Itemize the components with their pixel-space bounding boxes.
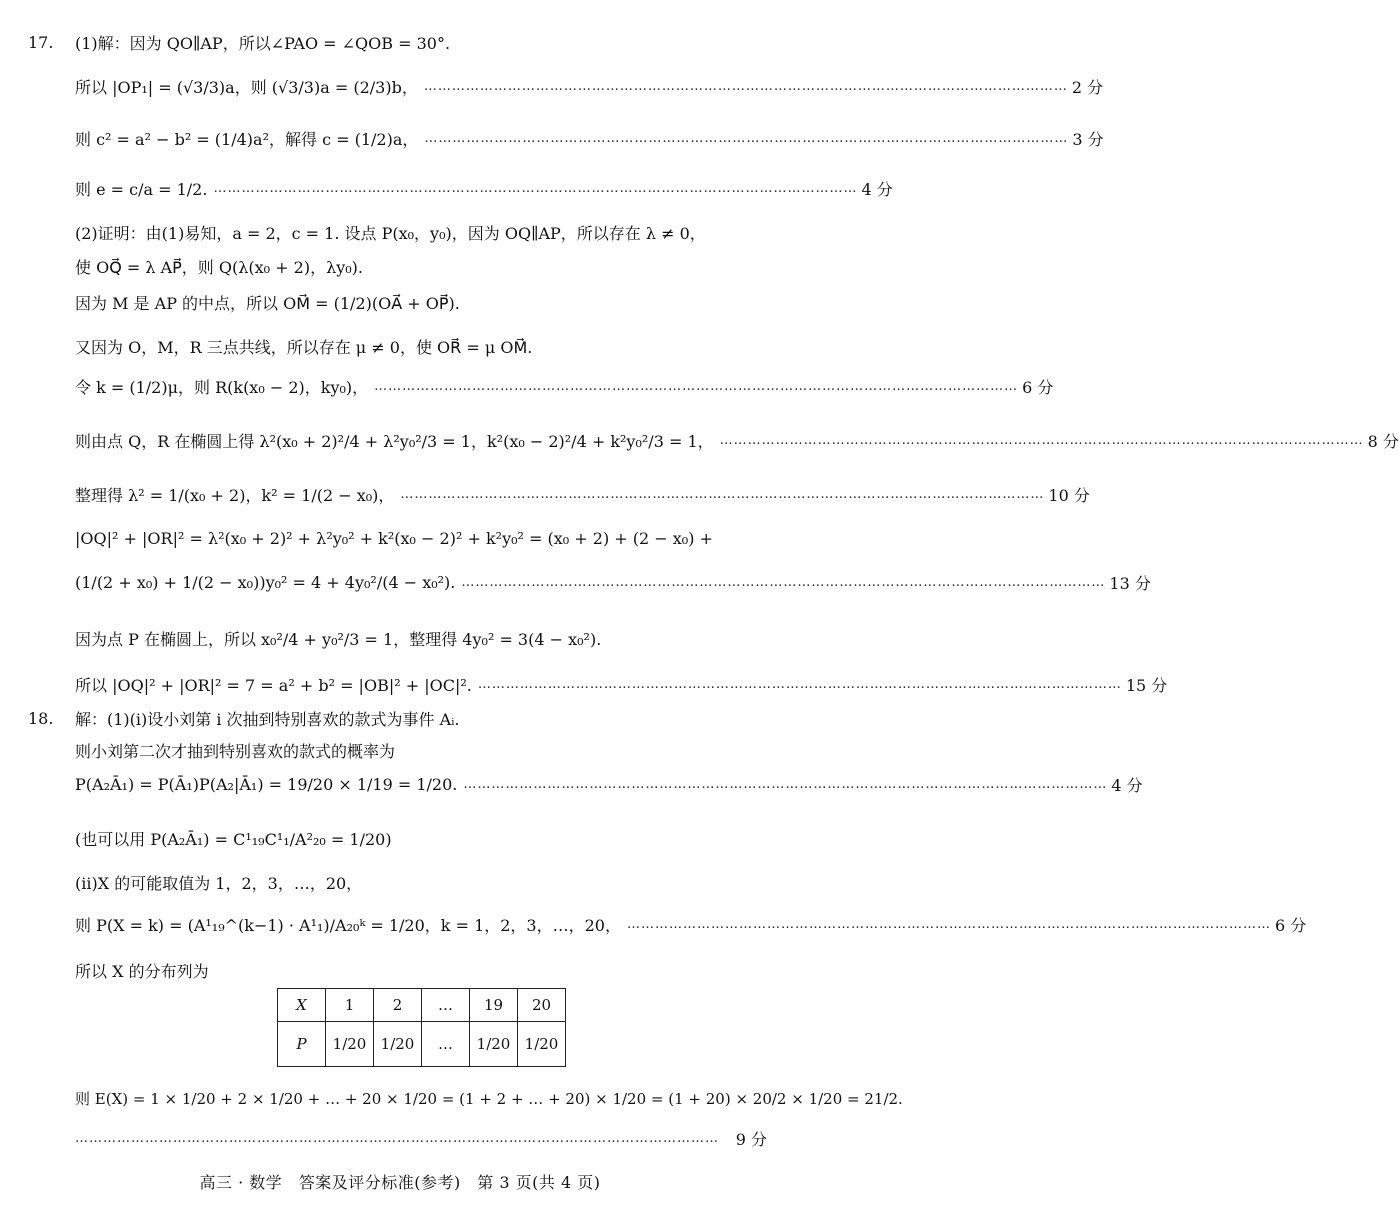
- table-cell: 1/20: [326, 1022, 374, 1067]
- solution-text: (也可以用 P(A₂Ā₁) = C¹₁₉C¹₁/A²₂₀ = 1/20): [75, 829, 392, 849]
- dot-leader: …………………………………………………………………………………………………………………………: [423, 78, 1068, 94]
- problem-number: 17.: [28, 32, 54, 52]
- dot-leader: …………………………………………………………………………………………………………………………: [461, 574, 1106, 590]
- solution-line: [75, 622, 767, 654]
- table-header-row: [278, 989, 566, 1022]
- solution-line: [75, 330, 767, 362]
- page-footer: 高三 · 数学 答案及评分标准(参考) 第 3 页(共 4 页): [199, 1173, 601, 1192]
- solution-text: 则 c² = a² − b² = (1/4)a²，解得 c = (1/2)a，: [75, 129, 419, 149]
- score-label: 6 分: [1274, 915, 1307, 935]
- table-cell: 20: [518, 989, 566, 1022]
- table-cell: 1/20: [518, 1022, 566, 1067]
- solution-text: 整理得 λ² = 1/(x₀ + 2)，k² = 1/(2 − x₀)，: [75, 485, 395, 505]
- dot-leader: …………………………………………………………………………………………………………………………: [719, 432, 1364, 448]
- solution-text: 则 e = c/a = 1/2.: [75, 179, 208, 199]
- problem-17-part1-line: [28, 26, 767, 58]
- table-cell: 1/20: [374, 1022, 422, 1067]
- table-cell: 19: [470, 989, 518, 1022]
- solution-text: (1)解：因为 QO∥AP，所以∠PAO = ∠QOB = 30°.: [75, 33, 451, 53]
- solution-text: 又因为 O，M，R 三点共线，所以存在 μ ≠ 0，使 OR⃗ = μ OM⃗.: [75, 337, 533, 357]
- solution-text: 解：(1)(i)设小刘第 i 次抽到特别喜欢的款式为事件 Aᵢ.: [75, 709, 460, 729]
- solution-text: 所以 |OP₁| = (√3/3)a，则 (√3/3)a = (2/3)b，: [75, 77, 418, 97]
- dot-leader: …………………………………………………………………………………………………………………………: [477, 676, 1122, 692]
- solution-line: [75, 370, 1054, 402]
- table-row: [278, 1022, 566, 1067]
- solution-line: [75, 822, 767, 854]
- solution-line: [75, 566, 1151, 598]
- solution-line: [75, 954, 767, 986]
- solution-line: [75, 1122, 767, 1154]
- solution-line: [75, 70, 1104, 102]
- table-cell: X: [278, 989, 326, 1022]
- solution-text: 则由点 Q，R 在椭圆上得 λ²(x₀ + 2)²/4 + λ²y₀²/3 = 1，k²(x₀ − 2)²/4 + k²y₀²/3 = 1，: [75, 431, 714, 451]
- dot-leader: …………………………………………………………………………………………………………………………: [374, 378, 1019, 394]
- solution-text: |OQ|² + |OR|² = λ²(x₀ + 2)² + λ²y₀² + k²(x₀ − 2)² + k²y₀² = (x₀ + 2) + (2 − x₀) +: [75, 528, 713, 548]
- table-cell: P: [278, 1022, 326, 1067]
- solution-line: [75, 478, 1090, 510]
- table-cell: …: [422, 989, 470, 1022]
- solution-line: [75, 768, 1143, 800]
- solution-text: 所以 X 的分布列为: [75, 961, 209, 981]
- dot-leader: …………………………………………………………………………………………………………………………: [626, 916, 1271, 932]
- score-label: 4 分: [861, 179, 893, 199]
- solution-line: [75, 668, 1168, 700]
- solution-text: (1/(2 + x₀) + 1/(2 − x₀))y₀² = 4 + 4y₀²/(4 − x₀²).: [75, 572, 456, 592]
- dot-leader: …………………………………………………………………………………………………………………………: [75, 1130, 719, 1146]
- solution-line: [75, 250, 767, 282]
- score-label: 13 分: [1109, 573, 1151, 593]
- dot-leader: …………………………………………………………………………………………………………………………: [424, 130, 1069, 146]
- table-cell: 1/20: [470, 1022, 518, 1067]
- score-label: 4 分: [1111, 775, 1143, 795]
- solution-text: 则 E(X) = 1 × 1/20 + 2 × 1/20 + … + 20 × 1/20 = (1 + 2 + … + 20) × 1/20 = (1 + 20) × 20/2 × 1/20 = 21/2.: [75, 1089, 903, 1108]
- table-cell: 2: [374, 989, 422, 1022]
- problem-17-part2-line: [75, 216, 767, 248]
- solution-text: (2)证明：由(1)易知，a = 2，c = 1. 设点 P(x₀，y₀)，因为 OQ∥AP，所以存在 λ ≠ 0，: [75, 223, 706, 243]
- score-label: 10 分: [1048, 485, 1090, 505]
- table-cell: 1: [326, 989, 374, 1022]
- solution-text: 所以 |OQ|² + |OR|² = 7 = a² + b² = |OB|² + |OC|².: [75, 675, 472, 695]
- solution-line: [75, 122, 1104, 154]
- problem-18-line: [28, 702, 767, 734]
- solution-line: [75, 522, 767, 554]
- score-label: 9 分: [735, 1129, 767, 1149]
- solution-line: [75, 172, 893, 204]
- dot-leader: …………………………………………………………………………………………………………………………: [213, 180, 858, 196]
- score-label: 2 分: [1071, 77, 1104, 97]
- score-label: 8 分: [1367, 431, 1399, 451]
- distribution-table: [277, 988, 566, 1067]
- score-label: 3 分: [1072, 129, 1104, 149]
- solution-text: 则 P(X = k) = (A¹₁₉^(k−1) · A¹₁)/A₂₀ᵏ = 1/20，k = 1，2，3，…，20，: [75, 915, 621, 935]
- solution-text: 因为点 P 在椭圆上，所以 x₀²/4 + y₀²/3 = 1，整理得 4y₀² = 3(4 − x₀²).: [75, 629, 602, 649]
- solution-text: P(A₂Ā₁) = P(Ā₁)P(A₂|Ā₁) = 19/20 × 1/19 = 1/20.: [75, 774, 458, 794]
- score-label: 15 分: [1125, 675, 1168, 695]
- solution-line: [75, 424, 1399, 456]
- solution-text: (ii)X 的可能取值为 1，2，3，…，20，: [75, 873, 363, 893]
- problem-number: 18.: [28, 708, 54, 728]
- solution-line: [75, 866, 767, 898]
- solution-line: [75, 286, 767, 318]
- solution-text: 使 OQ⃗ = λ AP⃗，则 Q(λ(x₀ + 2)，λy₀).: [75, 257, 363, 277]
- solution-text: 则小刘第二次才抽到特别喜欢的款式的概率为: [75, 741, 396, 761]
- dot-leader: …………………………………………………………………………………………………………………………: [400, 486, 1045, 502]
- solution-line: [75, 734, 767, 766]
- solution-line: [75, 908, 1307, 940]
- solution-line: [75, 1082, 903, 1114]
- dot-leader: …………………………………………………………………………………………………………………………: [463, 776, 1108, 792]
- solution-text: 因为 M 是 AP 的中点，所以 OM⃗ = (1/2)(OA⃗ + OP⃗).: [75, 293, 460, 313]
- score-label: 6 分: [1022, 377, 1054, 397]
- table-cell: …: [422, 1022, 470, 1067]
- solution-text: 令 k = (1/2)μ，则 R(k(x₀ − 2)，ky₀)，: [75, 377, 369, 397]
